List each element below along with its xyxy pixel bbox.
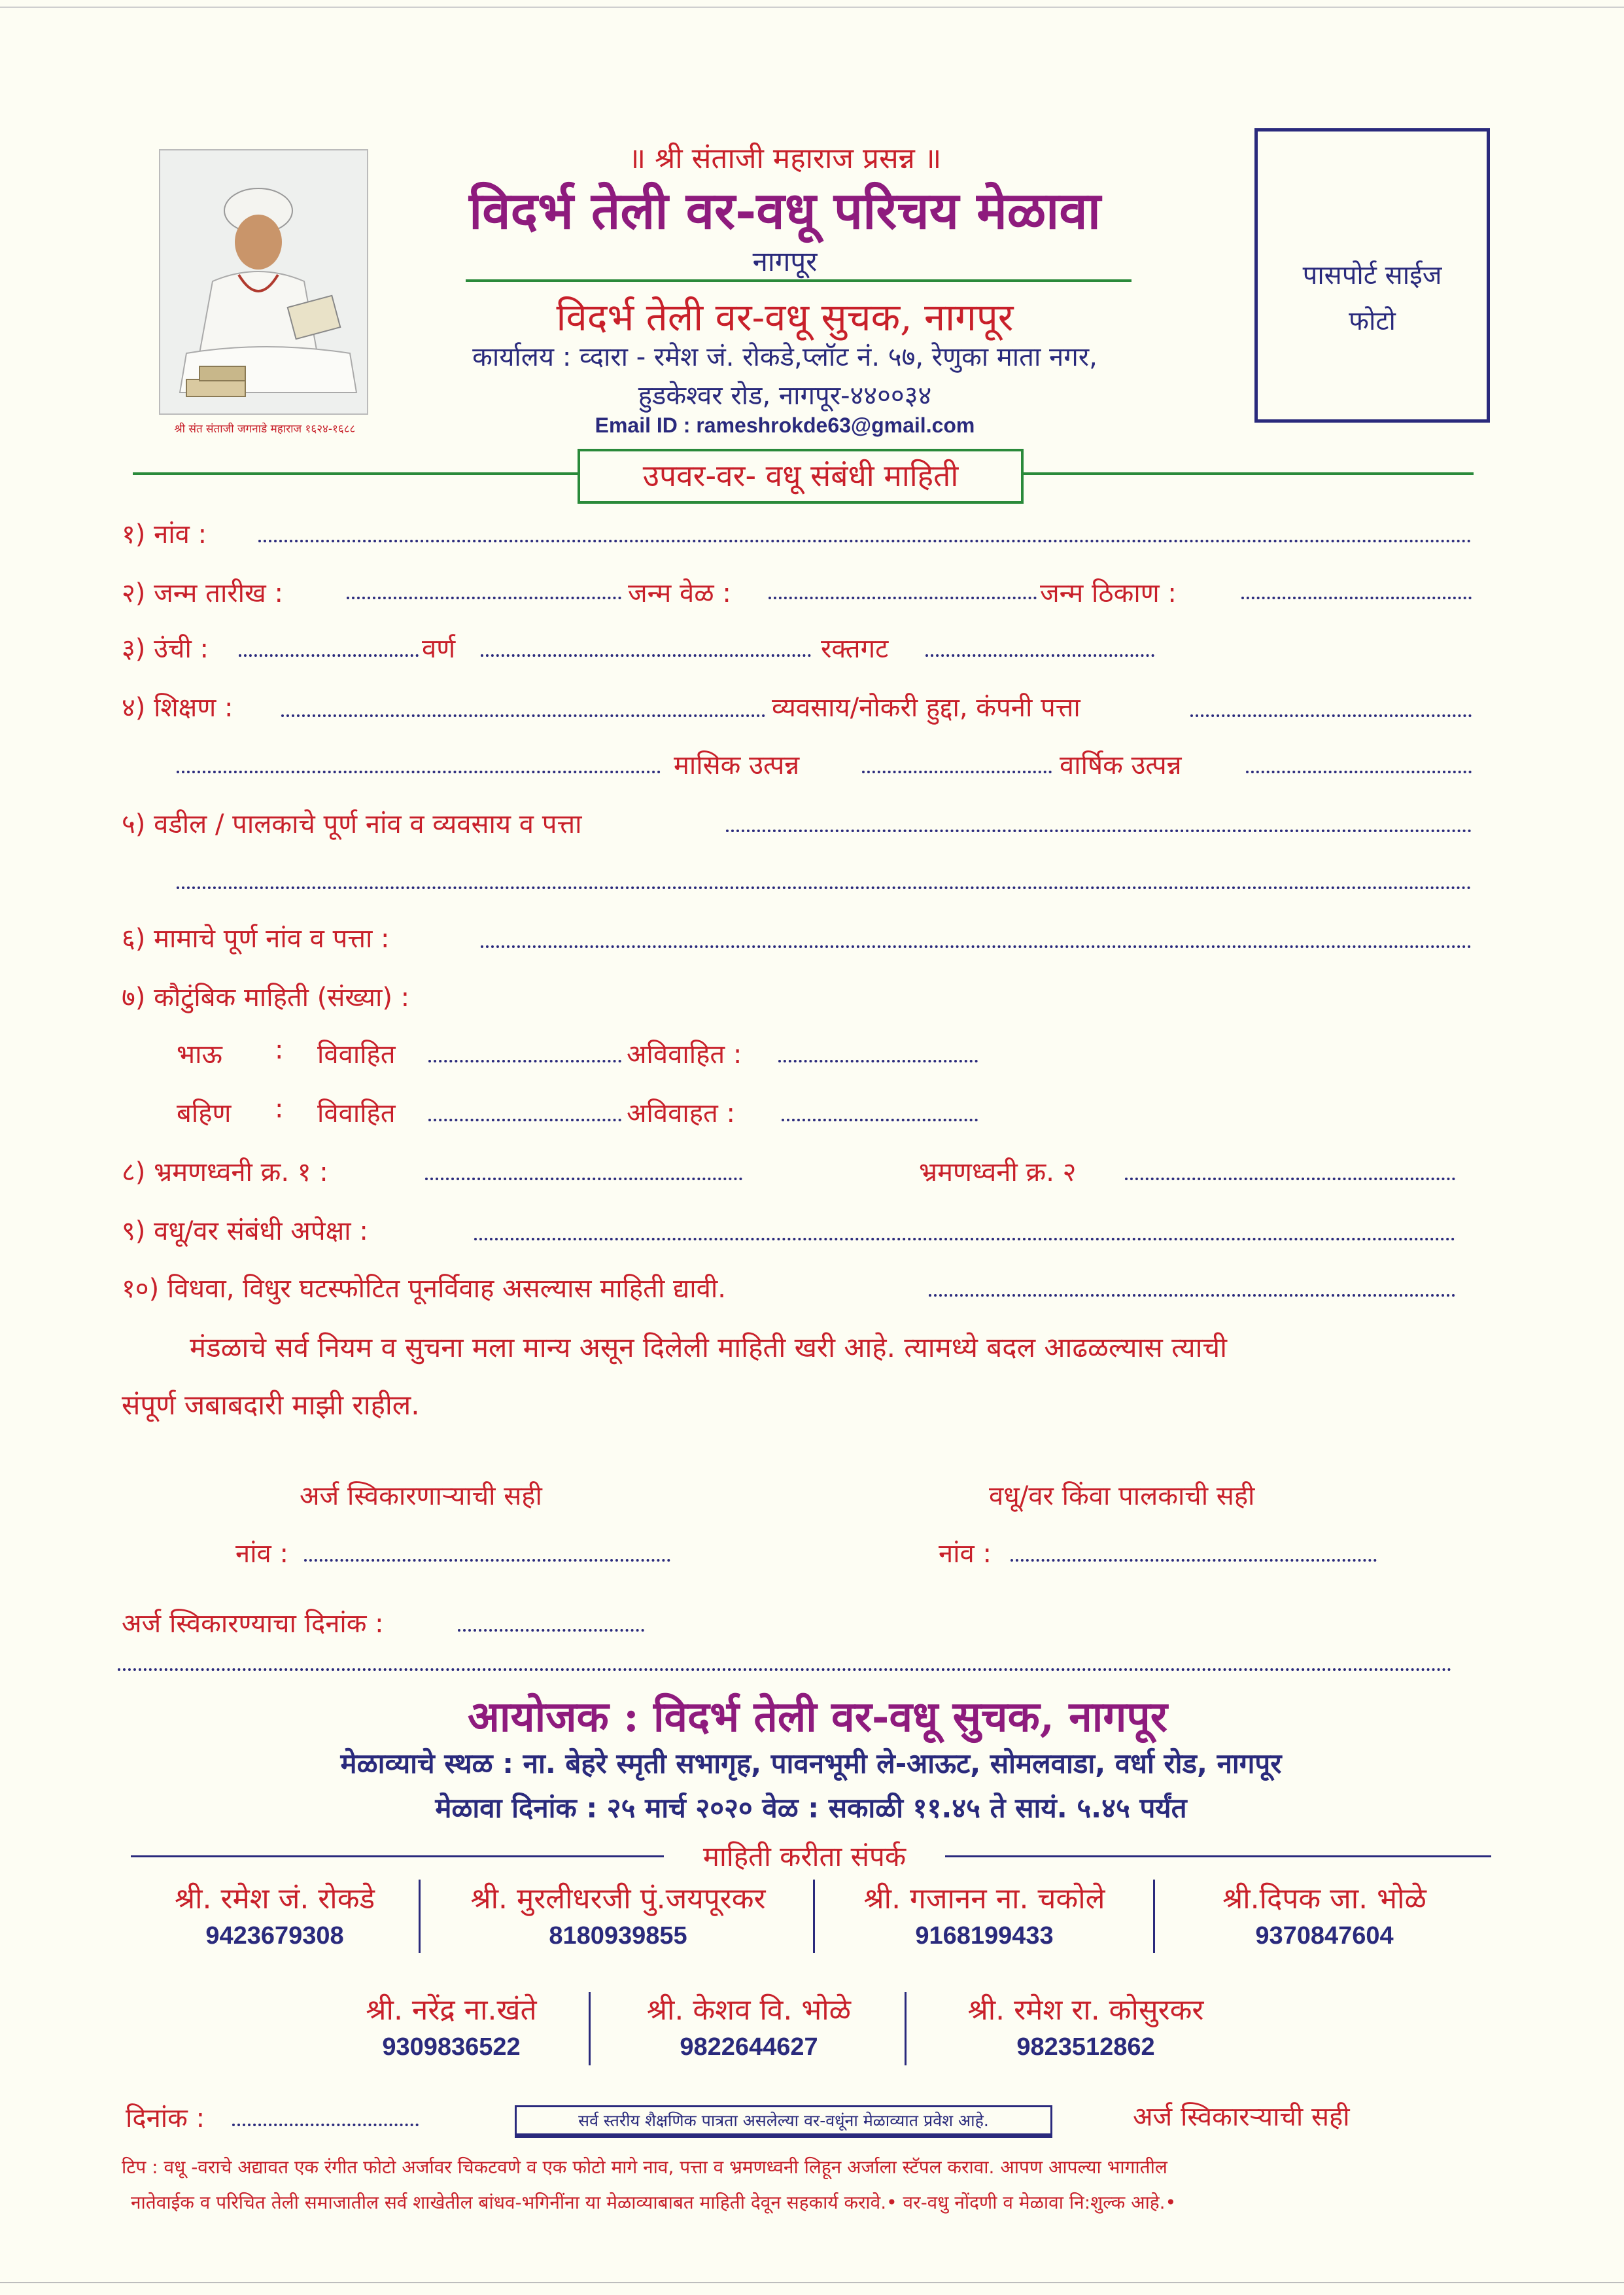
section-line-left [133,472,578,475]
header-divider [466,279,1132,282]
field-complexion-label: वर्ण [422,634,456,664]
contact-card [425,1878,811,1950]
field-phone2-input[interactable] [1125,1178,1455,1180]
field-height-label: ३) उंची : [122,634,209,664]
field-monthly-income-input[interactable] [862,771,1052,773]
invocation: ॥ श्री संताजी महाराज प्रसन्न ॥ [628,142,942,175]
field-maternal-uncle-input[interactable] [481,945,1472,948]
contact-card [314,1989,589,2061]
field-occupation-input[interactable] [1190,714,1472,717]
brother-unmarried-label: अविवाहित : [627,1040,742,1070]
receiver-name-input[interactable] [304,1559,670,1562]
sister-label: बहिण [177,1098,232,1129]
contact-name: श्री. रमेश रा. कोसुरकर [967,1993,1204,2027]
contact-name: श्री. रमेश जं. रोकडे [174,1882,375,1916]
email: Email ID : rameshrokde63@gmail.com [595,413,975,437]
sister-married-input[interactable] [428,1119,621,1121]
contact-divider [813,1880,815,1953]
contact-card [595,1989,903,2061]
declaration-line-2: संपूर्ण जबाबदारी माझी राहील. [122,1389,420,1421]
contact-phone[interactable]: 9309836522 [382,2033,521,2061]
field-remarriage-input[interactable] [929,1294,1455,1297]
page-title: विदर्भ तेली वर-वधू परिचय मेळावा [469,181,1101,241]
photo-box [1254,128,1490,423]
footer-date-input[interactable] [232,2124,419,2126]
field-birth-time-label: जन्म वेळ : [628,578,731,608]
contact-phone[interactable]: 9370847604 [1255,1922,1394,1950]
saint-portrait [159,149,368,415]
field-phone2-label: भ्रमणध्वनी क्र. २ [919,1157,1077,1187]
city-label: नागपूर [752,245,818,277]
brother-unmarried-input[interactable] [778,1060,978,1062]
contact-card [131,1878,419,1950]
field-dob-label: २) जन्म तारीख : [122,578,283,608]
field-maternal-uncle-label: ६) मामाचे पूर्ण नांव व पत्ता : [122,924,390,954]
field-occupation-input-2[interactable] [177,771,661,773]
applicant-name-label: नांव : [939,1539,992,1569]
field-blood-group-label: रक्तगट [821,634,889,664]
footer-receiver-signature: अर्ज स्विकारऱ्याची सही [1133,2102,1350,2132]
contact-divider [905,1992,907,2065]
field-occupation-label: व्यवसाय/नोकरी हुद्दा, कंपनी पत्ता [772,693,1080,723]
field-name-label: १) नांव : [122,519,207,550]
contact-divider [589,1992,591,2065]
contact-heading: माहिती करीता संपर्क [702,1840,907,1872]
field-birth-place-label: जन्म ठिकाण : [1040,578,1177,608]
field-birth-place-input[interactable] [1241,597,1472,599]
field-expectation-label: ९) वधू/वर संबंधी अपेक्षा : [122,1216,368,1246]
contact-line-left [131,1855,664,1857]
section-title: उपवर-वर- वधू संबंधी माहिती [578,449,1024,504]
contact-card [909,1989,1262,2061]
brother-married-input[interactable] [428,1060,621,1062]
applicant-name-input[interactable] [1011,1559,1377,1562]
field-education-label: ४) शिक्षण : [122,693,233,723]
address-line-1: कार्यालय : व्दारा - रमेश जं. रोकडे,प्लॉट नं. ५७, रेणुका माता नगर, [472,342,1097,372]
field-blood-group-input[interactable] [925,654,1154,657]
contact-divider [1153,1880,1155,1953]
field-family-label: ७) कौटुंबिक माहिती (संख्या) : [122,983,410,1013]
field-birth-time-input[interactable] [769,597,1037,599]
event-date-time: मेळावा दिनांक : २५ मार्च २०२० वेळ : सकाळी ११.४५ ते सायं. ५.४५ पर्यंत [435,1792,1187,1824]
field-annual-income-label: वार्षिक उत्पन्न [1060,750,1182,780]
field-expectation-input[interactable] [474,1238,1455,1240]
contact-line-right [945,1855,1491,1857]
receipt-date-label: अर्ज स्विकारण्याचा दिनांक : [122,1609,384,1639]
field-phone1-input[interactable] [425,1178,742,1180]
field-father-input[interactable] [726,830,1472,832]
field-name-input[interactable] [258,540,1472,542]
top-border [0,7,1624,8]
contact-phone[interactable]: 9822644627 [680,2033,818,2061]
field-education-input[interactable] [281,714,765,717]
field-dob-input[interactable] [347,597,621,599]
contact-card [818,1878,1151,1950]
contact-name: श्री. गजानन ना. चकोले [863,1882,1105,1916]
field-height-input[interactable] [239,654,419,657]
field-remarriage-label: १०) विधवा, विधुर घटस्फोटित पूनर्विवाह असल्यास माहिती द्यावी. [122,1274,726,1304]
brother-colon: : [275,1035,284,1065]
address-line-2: हुडकेश्वर रोड, नागपूर-४४००३४ [638,381,932,411]
contact-phone[interactable]: 8180939855 [549,1922,687,1950]
eligibility-note: सर्व स्तरीय शैक्षणिक पात्रता असलेल्या वर-वधूंना मेळाव्यात प्रवेश आहे. [515,2105,1052,2138]
cut-line [118,1668,1452,1671]
contact-name: श्री. केशव वि. भोळे [646,1993,852,2027]
footer-date-label: दिनांक : [126,2103,205,2133]
sister-married-label: विवाहित [317,1098,396,1129]
contact-name: श्री. नरेंद्र ना.खंते [366,1993,537,2027]
sister-unmarried-input[interactable] [782,1119,978,1121]
contact-phone[interactable]: 9168199433 [915,1922,1054,1950]
brother-label: भाऊ [177,1040,222,1070]
field-complexion-input[interactable] [481,654,811,657]
photo-box-line1: पासपोर्ट साईज [1302,260,1442,290]
applicant-signature-label: वधू/वर किंवा पालकाची सही [989,1481,1255,1511]
saint-portrait-image [160,150,367,413]
bottom-border [0,2282,1624,2283]
field-phone1-label: ८) भ्रमणध्वनी क्र. १ : [122,1157,328,1187]
photo-box-line2: फोटो [1349,306,1396,336]
field-father-input-2[interactable] [177,886,1472,889]
contact-name: श्री.दिपक जा. भोळे [1222,1882,1426,1916]
brother-married-label: विवाहित [317,1040,396,1070]
organizer-title: आयोजक : विदर्भ तेली वर-वधू सुचक, नागपूर [468,1692,1167,1742]
section-line-right [1024,472,1474,475]
field-annual-income-input[interactable] [1246,771,1472,773]
receipt-date-input[interactable] [458,1629,644,1632]
declaration-line-1: मंडळाचे सर्व नियम व सुचना मला मान्य असून दिलेली माहिती खरी आहे. त्यामध्ये बदल आढळल्यास त्याची [190,1331,1228,1363]
tip-line-2: नातेवाईक व परिचित तेली समाजातील सर्व शाखेतील बांधव-भगिनींना या मेळाव्याबाबत माहिती देवून सहकार्य करावे.• वर-वधु नोंदणी व मेळावा नि:शुल्क आहे.• [131,2192,1177,2213]
org-name: विदर्भ तेली वर-वधू सुचक, नागपूर [556,295,1014,340]
field-father-label: ५) वडील / पालकाचे पूर्ण नांव व व्यवसाय व पत्ता [122,809,582,839]
tip-line-1: टिप : वधू -वराचे अद्यावत एक रंगीत फोटो अर्जावर चिकटवणे व एक फोटो मागे नाव, पत्ता व भ्रमणध्वनी लिहून अर्जाला स्टॅपल करावा. आपण आपल्या भागातील [122,2156,1167,2178]
contact-name: श्री. मुरलीधरजी पुं.जयपूरकर [470,1882,766,1916]
portrait-caption: श्री संत संताजी जगनाडे महाराज १६२४-१६८८ [174,423,356,436]
contact-divider [419,1880,421,1953]
sister-unmarried-label: अविवाहत : [627,1098,735,1129]
sister-colon: : [275,1094,284,1124]
contact-phone[interactable]: 9423679308 [205,1922,344,1950]
field-monthly-income-label: मासिक उत्पन्न [674,750,800,780]
receiver-signature-label: अर्ज स्विकारणाऱ्याची सही [300,1481,542,1511]
contact-card [1158,1878,1491,1950]
receiver-name-label: नांव : [235,1539,288,1569]
venue: मेळाव्याचे स्थळ : ना. बेहरे स्मृती सभागृह, पावनभूमी ले-आऊट, सोमलवाडा, वर्धा रोड, नागपूर [340,1747,1282,1779]
contact-phone[interactable]: 9823512862 [1016,2033,1155,2061]
